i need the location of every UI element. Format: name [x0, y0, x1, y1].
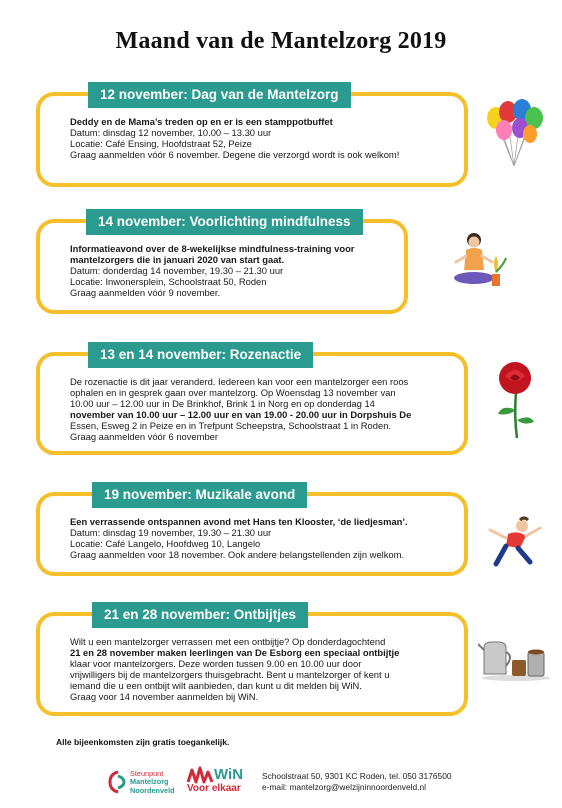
- event-body-2: [70, 243, 388, 298]
- event-body-5: [70, 636, 448, 702]
- event-header-4: 19 november: Muzikale avond: [92, 482, 307, 508]
- event-line: [70, 376, 448, 387]
- breakfast-icon: [478, 634, 552, 682]
- event-line: mantelzorgers die in januari 2020 van start gaat.: [70, 254, 285, 265]
- win-logo-text: WiN: [214, 766, 244, 783]
- event-line: Locatie: Café Ensing, Hoofdstraat 52, Peize: [70, 138, 252, 149]
- event-line: Graag voor 14 november aanmelden bij WiN.: [70, 691, 259, 702]
- contact-email[interactable]: e-mail: mantelzorg@welzijninnoordenveld.nl: [262, 782, 426, 792]
- steunpunt-mantelzorg-logo: [108, 768, 186, 796]
- contact-address: Schoolstraat 50, 9301 KC Roden, tel. 050 3176500: [262, 771, 452, 781]
- event-line: Graag aanmelden vóór 9 november.: [70, 287, 221, 298]
- event-line: klaar voor mantelzorgers. Deze worden tussen 9.00 en 10.00 uur door: [70, 658, 362, 669]
- event-line: Wilt u een mantelzorger verrassen met een ontbijtje? Op donderdagochtend: [70, 636, 386, 647]
- event-card-1: [36, 87, 468, 187]
- dancing-person-icon: [482, 512, 548, 572]
- steunpunt-logo-icon: [108, 770, 128, 794]
- event-body-3: [70, 376, 448, 442]
- event-header-5: 21 en 28 november: Ontbijtjes: [92, 602, 308, 628]
- win-logo-tagline: Voor elkaar: [187, 783, 241, 794]
- event-line: Datum: donderdag 14 november, 19.30 – 21.30 uur: [70, 265, 284, 276]
- event-card-4: [36, 487, 468, 576]
- red-rose-icon: [490, 358, 540, 440]
- logo-line: Noordenveld: [130, 785, 175, 795]
- rose-line-1: De rozenactie is dit jaar veranderd. Iedereen kan voor een mantelzorger een roos: [70, 376, 409, 387]
- logo-line: Steunpunt: [130, 769, 164, 778]
- event-line: iemand die u een ontbijt wilt aanbieden, dan kunt u dit melden bij WiN.: [70, 680, 362, 691]
- event-line: ophalen en in gesprek gaan over mantelzorg. Op Woensdag 13 november van: [70, 387, 396, 398]
- event-header-1: 12 november: Dag van de Mantelzorg: [88, 82, 351, 108]
- event-line: Deddy en de Mama’s treden op en er is een stamppotbuffet: [70, 116, 333, 127]
- event-body-4: [70, 516, 448, 560]
- event-line: 10.00 uur – 12.00 uur in De Brinkhof, Brink 1 in Norg en op donderdag 14: [70, 398, 375, 409]
- page-title: Maand van de Mantelzorg 2019: [115, 28, 447, 54]
- win-logo: [186, 766, 256, 796]
- event-line: Informatieavond over de 8-wekelijkse mindfulness-training voor: [70, 243, 355, 254]
- footer-note: Alle bijeenkomsten zijn gratis toegankelijk.: [56, 737, 230, 747]
- event-line: Essen, Esweg 2 in Peize en in Trefpunt Scheepstra, Schoolstraat 1 in Roden.: [70, 420, 392, 431]
- event-line: vrijwilligers bij de mantelzorgers thuisgebracht. Bent u mantelzorger of kent u: [70, 669, 390, 680]
- meditation-person-icon: [452, 228, 514, 294]
- event-line: Locatie: Café Langelo, Hoofdweg 10, Langelo: [70, 538, 261, 549]
- event-card-5: [36, 607, 468, 716]
- logo-line: Mantelzorg: [130, 777, 169, 787]
- event-line: november van 10.00 uur – 12.00 uur en van 19.00 - 20.00 uur in Dorpshuis De: [70, 409, 412, 420]
- event-line: Graag aanmelden vóór 6 november: [70, 431, 219, 442]
- contact-info: [262, 771, 452, 793]
- event-line: Graag aanmelden vóór 6 november. Degene die verzorgd wordt is ook welkom!: [70, 149, 400, 160]
- win-logo-icon: [186, 766, 214, 784]
- event-line: 21 en 28 november maken leerlingen van De Esborg een speciaal ontbijtje: [70, 647, 400, 658]
- event-line: Locatie: Inwonersplein, Schoolstraat 50, Roden: [70, 276, 267, 287]
- event-line: Datum: dinsdag 12 november, 10.00 – 13.30 uur: [70, 127, 272, 138]
- event-card-3: [36, 347, 468, 455]
- event-line: Graag aanmelden voor 18 november. Ook andere belangstellenden zijn welkom.: [70, 549, 405, 560]
- balloons-icon: [484, 98, 546, 168]
- event-body-1: [70, 116, 448, 160]
- event-header-3: 13 en 14 november: Rozenactie: [88, 342, 313, 368]
- event-line: Een verrassende ontspannen avond met Hans ten Klooster, ‘de liedjesman’.: [70, 516, 408, 527]
- event-card-2: [36, 214, 408, 314]
- event-header-2: 14 november: Voorlichting mindfulness: [86, 209, 363, 235]
- event-line: Datum: dinsdag 19 november, 19.30 – 21.30 uur: [70, 527, 272, 538]
